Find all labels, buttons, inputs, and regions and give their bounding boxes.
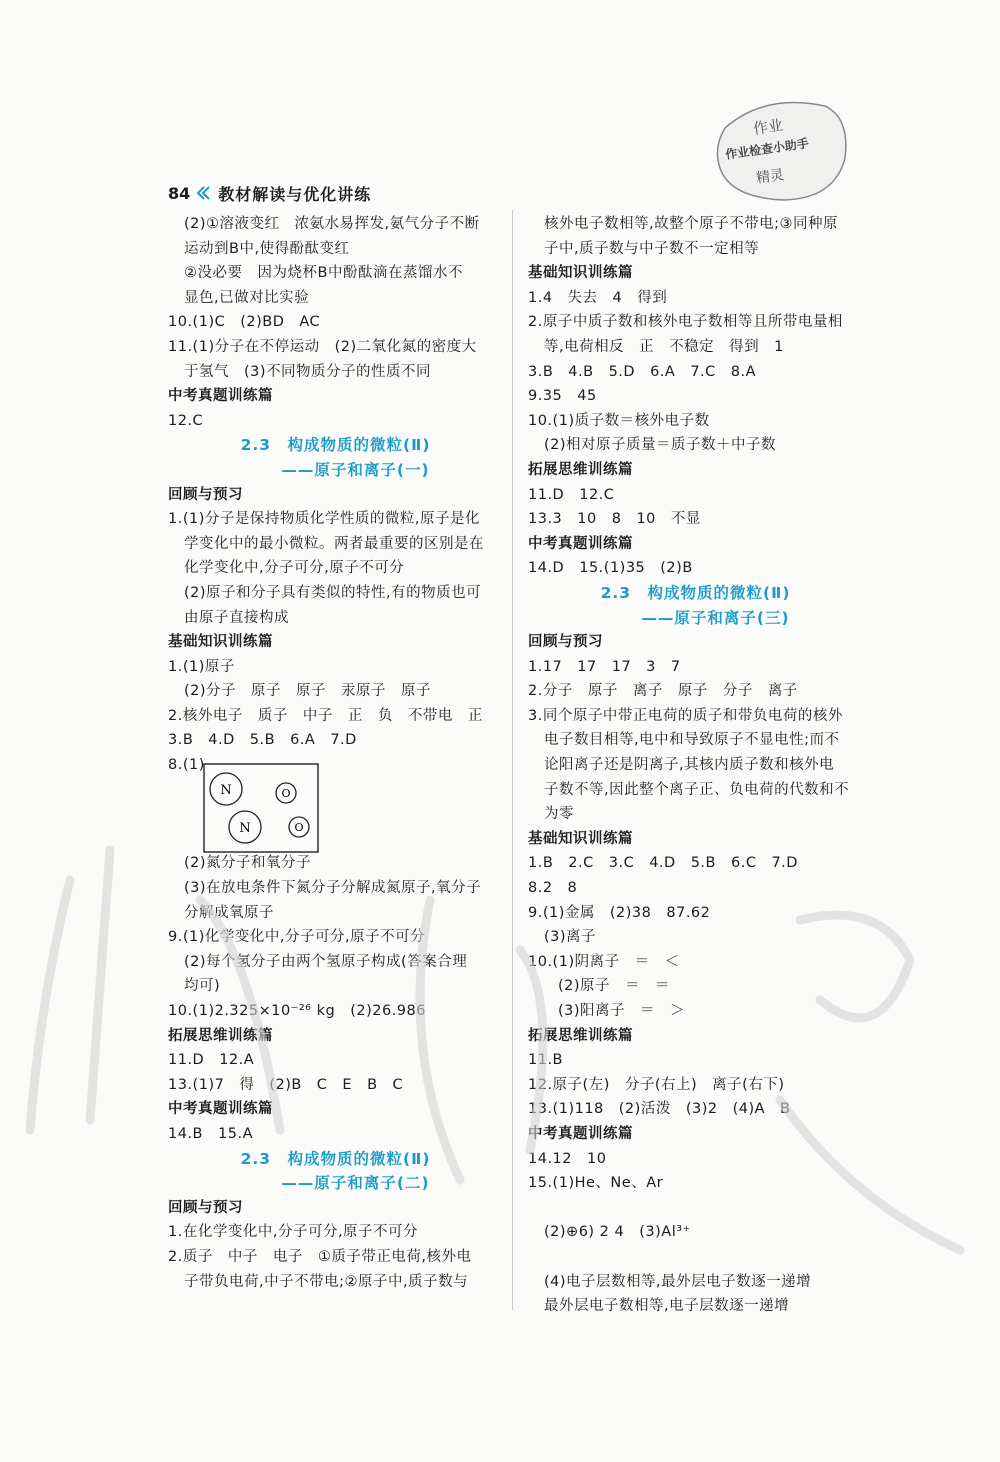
right-line-37: 中考真题训练篇 (528, 1125, 633, 1142)
right-line-33: 拓展思维训练篇 (528, 1027, 633, 1044)
left-line-20: 2.核外电子 质子 中子 正 负 不带电 正 (168, 707, 483, 724)
atom-o-1: O (281, 787, 291, 800)
left-column (168, 212, 503, 1294)
right-line-36: 13.(1)118 (2)活泼 (3)2 (4)A B (528, 1101, 791, 1118)
left-line-13: 学变化中的最小微粒。两者最重要的区别是在 (184, 535, 484, 552)
left-line-7: 中考真题训练篇 (168, 388, 273, 405)
right-line-21: 电子数目相等,电中和导致原子不显电性;而不 (544, 732, 840, 749)
right-line-12: 13.3 10 8 10 不显 (528, 511, 701, 528)
right-line-16: ——原子和离子(三) (641, 608, 790, 627)
right-line-0: 核外电子数相等,故整个原子不带电;③同种原 (544, 216, 838, 232)
stamp-middle-text: 作业检查小助手 (724, 136, 810, 162)
right-line-2: 基础知识训练篇 (528, 265, 633, 282)
left-line-27: (3)在放电条件下氮分子分解成氮原子,氧分子 (184, 880, 482, 897)
right-line-34: 11.B (528, 1052, 564, 1069)
left-line-42: 2.质子 中子 电子 ①质子带正电荷,核外电 (168, 1248, 472, 1265)
left-line-17: 基础知识训练篇 (168, 634, 273, 651)
left-line-12: 1.(1)分子是保持物质化学性质的微粒,原子是化 (168, 511, 480, 528)
left-line-35: 13.(1)7 得 (2)B C E B C (168, 1076, 404, 1093)
double-chevron-left-icon (194, 184, 212, 202)
right-line-43: (4)电子层数相等,最外层电子数逐一递增 (544, 1273, 812, 1290)
right-line-20: 3.同个原子中带正电荷的质子和带负电荷的核外 (528, 707, 843, 724)
left-line-29: 9.(1)化学变化中,分子可分,原子不可分 (168, 929, 426, 946)
right-line-1: 子中,质子数与中子数不一定相等 (544, 240, 760, 257)
right-line-11: 11.D 12.C (528, 486, 615, 503)
molecule-diagram (203, 763, 319, 853)
left-line-1: 运动到B中,使得酚酞变红 (184, 240, 350, 257)
left-line-38: 2.3 构成物质的微粒(Ⅱ) (240, 1149, 431, 1168)
right-line-30: 10.(1)阴离子 ＝ ＜ (528, 953, 680, 970)
right-line-6: 3.B 4.B 5.D 6.A 7.C 8.A (528, 363, 757, 380)
left-line-18: 1.(1)原子 (168, 658, 235, 675)
left-line-28: 分解成氧原子 (184, 904, 274, 921)
right-line-26: 1.B 2.C 3.C 4.D 5.B 6.C 7.D (528, 855, 798, 872)
right-line-35: 12.原子(左) 分子(右上) 离子(右下) (528, 1076, 785, 1093)
stamp-top-text: 作业 (751, 115, 785, 138)
right-line-14: 14.D 15.(1)35 (2)B (528, 560, 693, 577)
right-line-4: 2.原子中质子数和核外电子数相等且所带电量相 (528, 314, 843, 331)
right-line-22: 论阳离子还是阴离子,其核内质子数和核外电 (544, 757, 835, 774)
right-line-10: 拓展思维训练篇 (528, 461, 633, 478)
left-line-34: 11.D 12.A (168, 1052, 255, 1069)
right-line-19: 2.分子 原子 离子 原子 分子 离子 (528, 683, 798, 700)
book-title: 教材解读与优化讲练 (218, 184, 372, 204)
right-line-13: 中考真题训练篇 (528, 535, 633, 552)
right-line-15: 2.3 构成物质的微粒(Ⅱ) (600, 583, 791, 602)
left-line-4: 10.(1)C (2)BD AC (168, 314, 321, 331)
right-line-9: (2)相对原子质量＝质子数＋中子数 (544, 437, 777, 454)
right-line-25: 基础知识训练篇 (528, 830, 633, 847)
left-line-0: (2)①溶液变红 浓氨水易挥发,氨气分子不断 (184, 216, 480, 232)
right-line-40 (528, 1196, 863, 1221)
left-line-36: 中考真题训练篇 (168, 1101, 273, 1118)
left-line-15: (2)原子和分子具有类似的特性,有的物质也可 (184, 584, 482, 601)
left-line-39: ——原子和离子(二) (281, 1174, 430, 1193)
right-line-8: 10.(1)质子数＝核外电子数 (528, 412, 710, 429)
left-line-22: 8.(1) (168, 757, 205, 774)
left-line-9: 2.3 构成物质的微粒(Ⅱ) (240, 436, 431, 455)
left-line-40: 回顾与预习 (168, 1199, 243, 1216)
left-line-3: 显色,已做对比实验 (184, 289, 310, 306)
left-line-41: 1.在化学变化中,分子可分,原子不可分 (168, 1224, 419, 1241)
left-line-19: (2)分子 原子 原子 汞原子 原子 (184, 683, 432, 700)
left-line-31: 均可) (184, 978, 221, 995)
atom-o-2: O (294, 821, 304, 834)
page-number: 84 (168, 183, 191, 203)
right-line-41: (2)⊕6) 2 4 (3)Al³⁺ (544, 1224, 691, 1241)
right-line-5: 等,电荷相反 正 不稳定 得到 1 (544, 338, 784, 355)
right-line-39: 15.(1)He、Ne、Ar (528, 1175, 664, 1192)
left-line-11: 回顾与预习 (168, 486, 243, 503)
right-line-42 (528, 1245, 863, 1270)
left-line-10: ——原子和离子(一) (281, 460, 430, 479)
left-line-8: 12.C (168, 412, 204, 429)
left-line-6: 于氢气 (3)不同物质分子的性质不同 (184, 363, 432, 380)
right-column (528, 212, 863, 1319)
left-line-5: 11.(1)分子在不停运动 (2)二氧化氮的密度大 (168, 338, 477, 355)
right-line-32: (3)阳离子 ＝ ＞ (558, 1003, 686, 1019)
right-line-3: 1.4 失去 4 得到 (528, 289, 668, 306)
left-line-21: 3.B 4.D 5.B 6.A 7.D (168, 732, 357, 749)
right-line-23: 子数不等,因此整个离子正、负电荷的代数和不 (544, 781, 850, 798)
left-line-2: ②没必要 因为烧杯B中酚酞滴在蒸馏水不 (184, 265, 463, 282)
right-line-27: 8.2 8 (528, 880, 578, 897)
right-line-24: 为零 (544, 806, 574, 823)
column-divider (512, 210, 513, 1310)
left-line-43: 子带负电荷,中子不带电;②原子中,质子数与 (184, 1273, 469, 1290)
atom-n-2: N (239, 821, 251, 836)
left-line-26: (2)氮分子和氧分子 (184, 855, 312, 872)
left-line-37: 14.B 15.A (168, 1125, 253, 1142)
right-line-38: 14.12 10 (528, 1150, 607, 1167)
right-line-7: 9.35 45 (528, 388, 597, 405)
left-line-16: 由原子直接构成 (184, 609, 289, 626)
left-line-33: 拓展思维训练篇 (168, 1027, 273, 1044)
right-line-28: 9.(1)金属 (2)38 87.62 (528, 904, 711, 921)
right-line-44: 最外层电子数相等,电子层数逐一递增 (544, 1298, 790, 1315)
right-line-18: 1.17 17 17 3 7 (528, 658, 681, 675)
left-line-32: 10.(1)2.325×10⁻²⁶ kg (2)26.986 (168, 1003, 426, 1019)
page-header (168, 178, 371, 208)
right-line-31: (2)原子 ＝ ＝ (558, 978, 671, 995)
left-line-14: 化学变化中,分子可分,原子不可分 (184, 560, 405, 577)
right-line-17: 回顾与预习 (528, 634, 603, 651)
stamp-bottom-text: 精灵 (755, 167, 786, 187)
left-line-30: (2)每个氢分子由两个氢原子构成(答案合理 (184, 953, 468, 970)
right-line-29: (3)离子 (544, 929, 597, 946)
atom-n-1: N (220, 783, 232, 798)
